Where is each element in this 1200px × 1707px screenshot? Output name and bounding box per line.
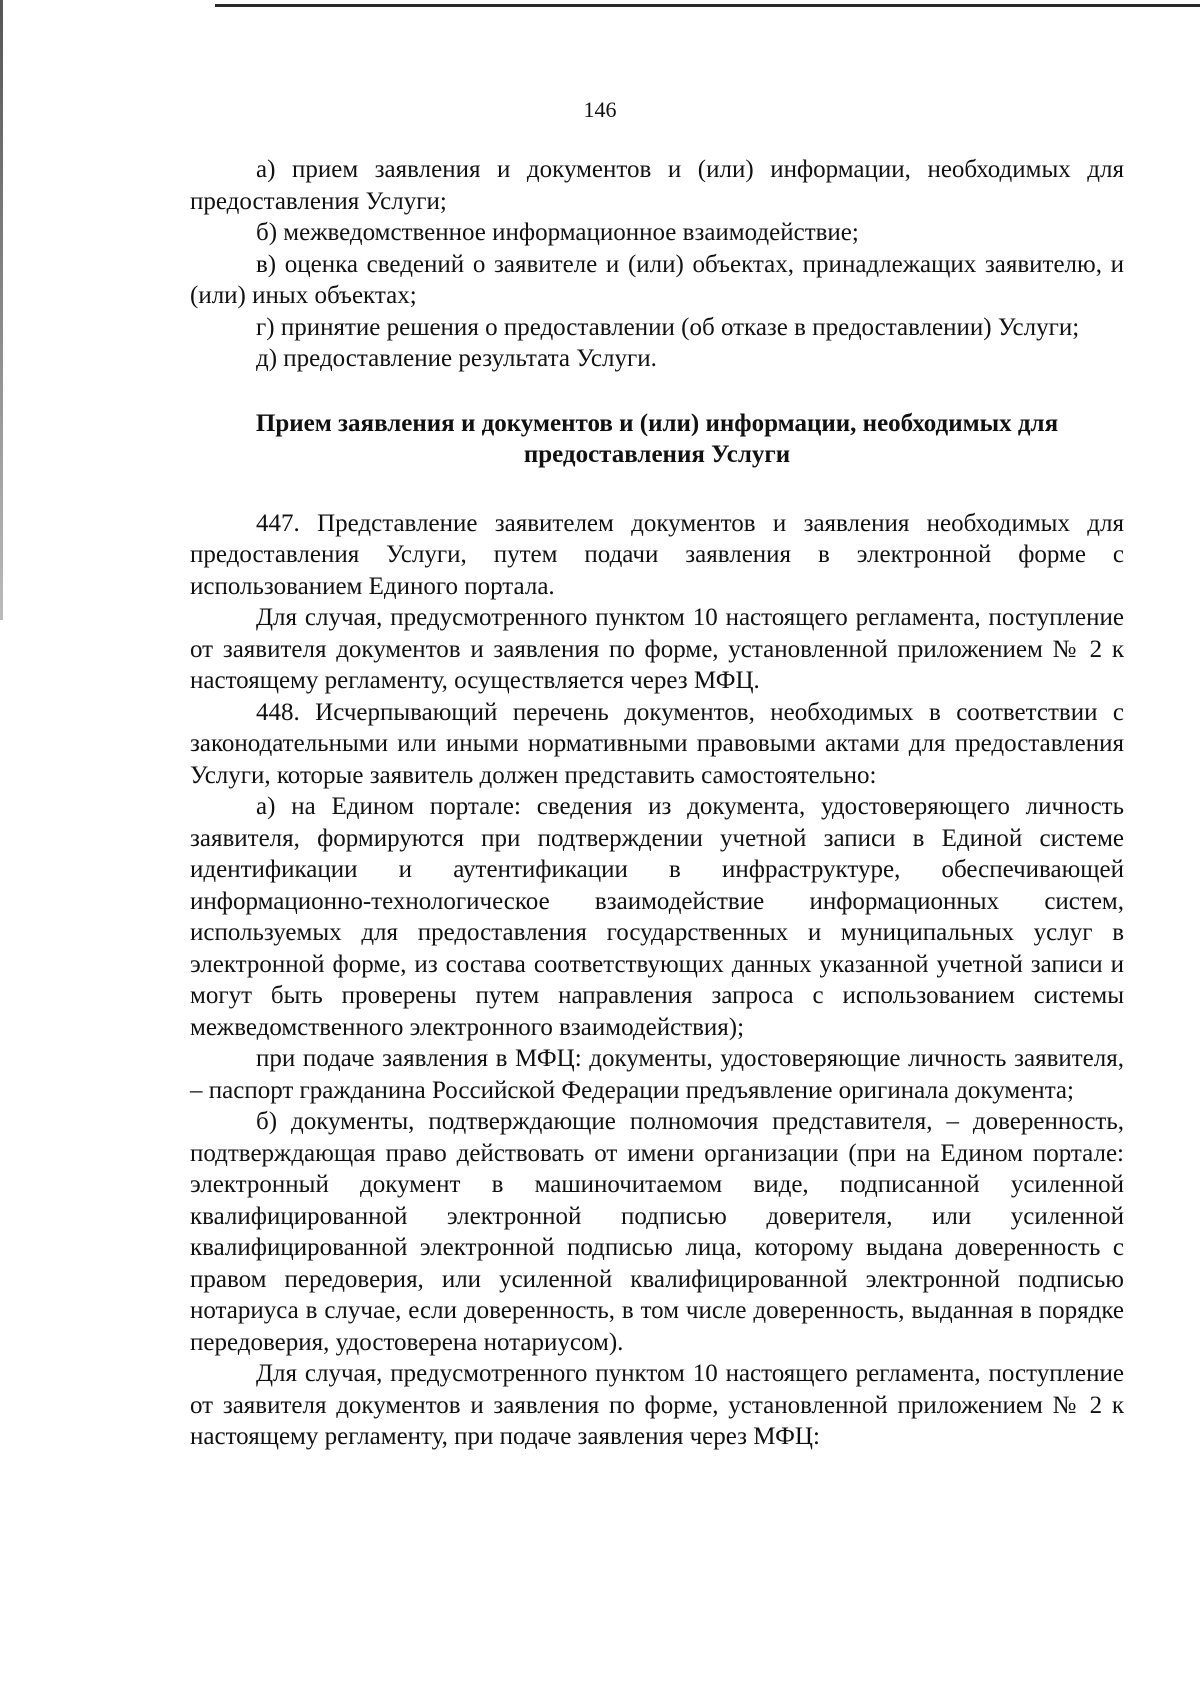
paragraph: при подаче заявления в МФЦ: документы, удостоверяющие личность заявителя, – паспорт гражданина Российской Федерации предъявление оригинала документа; (190, 1045, 1124, 1104)
scan-edge-mark (0, 0, 3, 620)
paragraph: Для случая, предусмотренного пунктом 10 настоящего регламента, поступление от заявителя документов и заявления по форме, установленной приложением № 2 к настоящему регламенту, при подаче заявления через МФЦ: (190, 1360, 1124, 1450)
list-item: в) оценка сведений о заявителе и (или) объектах, принадлежащих заявителю, и (или) иных объектах; (190, 250, 1124, 309)
paragraph: Для случая, предусмотренного пунктом 10 настоящего регламента, поступление от заявителя документов и заявления по форме, установленной приложением № 2 к настоящему регламенту, осуществляется через МФЦ. (190, 604, 1124, 694)
paragraph: б) документы, подтверждающие полномочия представителя, – доверенность, подтверждающая право действовать от имени организации (при на Едином портале: электронный документ в машиночитаемом виде, подписанной усиленной квалифицированной электронной подписью доверителя, или усиленной квалифицированной электронной подписью лица, которому выдана доверенность с правом передоверия, или усиленной квалифицированной электронной подписью нотариуса в случае, если доверенность, в том числе доверенность, выданная в порядке передоверия, удостоверена нотариусом). (190, 1108, 1124, 1356)
paragraph: 448. Исчерпывающий перечень документов, необходимых в соответствии с законодательными или иными нормативными правовыми актами для предоставления Услуги, которые заявитель должен представить самостоятельно: (190, 698, 1124, 789)
list-item: г) принятие решения о предоставлении (об отказе в предоставлении) Услуги; (256, 313, 1080, 341)
paragraph: 447. Представление заявителем документов и заявления необходимых для предоставления Услуги, путем подачи заявления в электронной форме с использованием Единого портала. (190, 509, 1124, 600)
list-item: а) прием заявления и документов и (или) информации, необходимых для предоставления Услуги; (190, 156, 1124, 215)
page-number: 146 (583, 97, 617, 122)
section-heading: Прием заявления и документов и (или) информации, необходимых для предоставления Услуги (255, 409, 1059, 468)
document-body (190, 154, 1124, 1453)
list-item: д) предоставление результата Услуги. (256, 345, 657, 372)
scan-border-line (215, 4, 1200, 7)
paragraph: а) на Едином портале: сведения из документа, удостоверяющего личность заявителя, формируются при подтверждении учетной записи в Единой системе идентификации и аутентификации в инфраструктуре, обеспечивающей информационно-технологическое взаимодействие информационных систем, используемых для предоставления государственных и муниципальных услуг в электронной форме, из состава соответствующих данных указанной учетной записи и могут быть проверены путем направления запроса с использованием системы межведомственного электронного взаимодействия); (190, 793, 1124, 1041)
list-item: б) межведомственное информационное взаимодействие; (256, 219, 859, 246)
